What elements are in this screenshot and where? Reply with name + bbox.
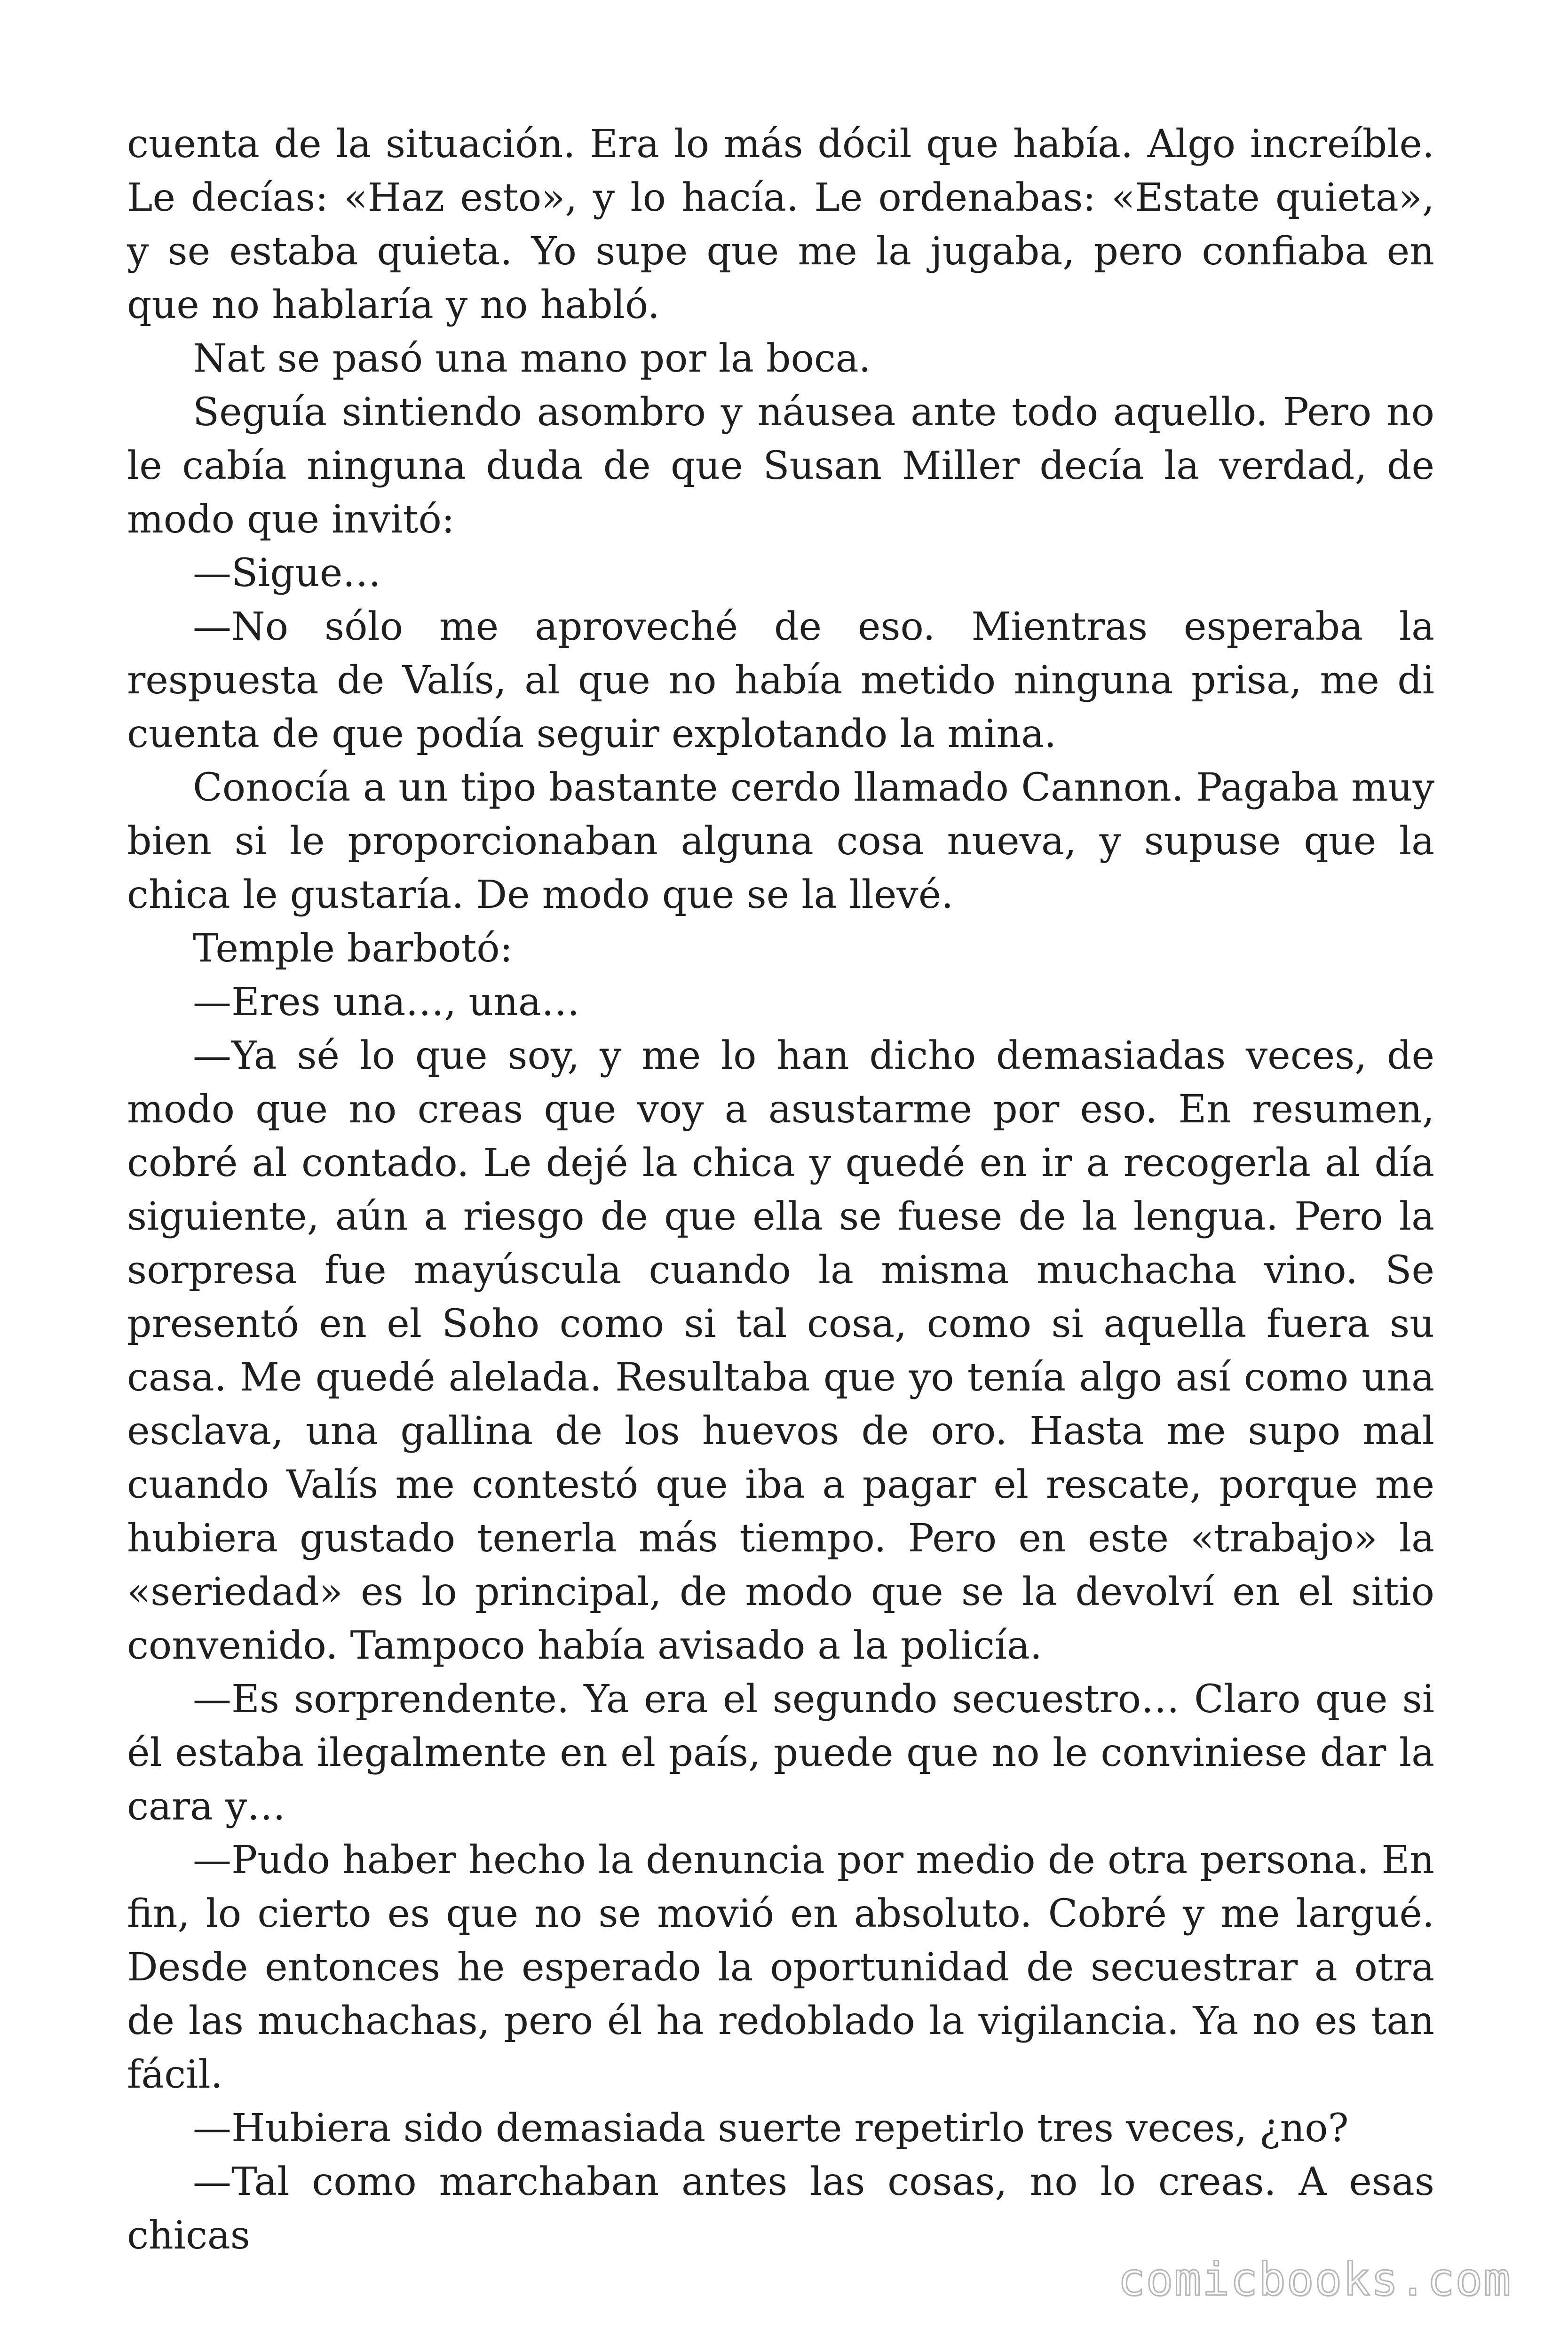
paragraph-6: Conocía a un tipo bastante cerdo llamado Cannon. Pagaba muy bien si le proporcionaban alguna cosa nueva, y supuse que la chica le gustaría. De modo que se la llevé.	[127, 765, 1434, 917]
paragraph-3: Seguía sintiendo asombro y náusea ante todo aquello. Pero no le cabía ninguna duda de que Susan Miller decía la verdad, de modo que invitó:	[127, 390, 1434, 542]
paragraph-1: cuenta de la situación. Era lo más dócil que había. Algo increíble. Le decías: «Haz esto», y lo hacía. Le ordenabas: «Estate quieta», y se estaba quieta. Yo supe que me la jugaba, pero confiaba en que no hablaría y no habló.	[127, 122, 1434, 327]
paragraph-10: —Es sorprendente. Ya era el segundo secuestro… Claro que si él estaba ilegalmente en el país, puede que no le conviniese dar la cara y…	[127, 1677, 1434, 1829]
paragraph-9: —Ya sé lo que soy, y me lo han dicho demasiadas veces, de modo que no creas que voy a asustarme por eso. En resumen, cobré al contado. Le dejé la chica y quedé en ir a recogerla al día siguiente, aún a riesgo de que ella se fuese de la lengua. Pero la sorpresa fue mayúscula cuando la misma muchacha vino. Se presentó en el Soho como si tal cosa, como si aquella fuera su casa. Me quedé alelada. Resultaba que yo tenía algo así como una esclava, una gallina de los huevos de oro. Hasta me supo mal cuando Valís me contestó que iba a pagar el rescate, porque me hubiera gustado tenerla más tiempo. Pero en este «trabajo» la «seriedad» es lo principal, de modo que se la devolví en el sitio convenido. Tampoco había avisado a la policía.	[127, 1033, 1434, 1668]
paragraph-7: Temple barbotó:	[193, 926, 513, 971]
paragraph-2: Nat se pasó una mano por la boca.	[193, 336, 871, 381]
paragraph-13: —Tal como marchaban antes las cosas, no lo creas. A esas chicas	[127, 2160, 1434, 2258]
paragraph-5: —No sólo me aproveché de eso. Mientras esperaba la respuesta de Valís, al que no había metido ninguna prisa, me di cuenta de que podía seguir explotando la mina.	[127, 604, 1434, 756]
paragraph-12: —Hubiera sido demasiada suerte repetirlo tres veces, ¿no?	[193, 2106, 1349, 2151]
paragraph-8: —Eres una…, una…	[193, 980, 580, 1025]
page-body-text	[127, 118, 1434, 2263]
paragraph-4: —Sigue…	[193, 551, 381, 596]
watermark: comicbooks.com	[1117, 2253, 1512, 2306]
paragraph-11: —Pudo haber hecho la denuncia por medio de otra persona. En fin, lo cierto es que no se movió en absoluto. Cobré y me largué. Desde entonces he esperado la oportunidad de secuestrar a otra de las muchachas, pero él ha redoblado la vigilancia. Ya no es tan fácil.	[127, 1838, 1434, 2097]
